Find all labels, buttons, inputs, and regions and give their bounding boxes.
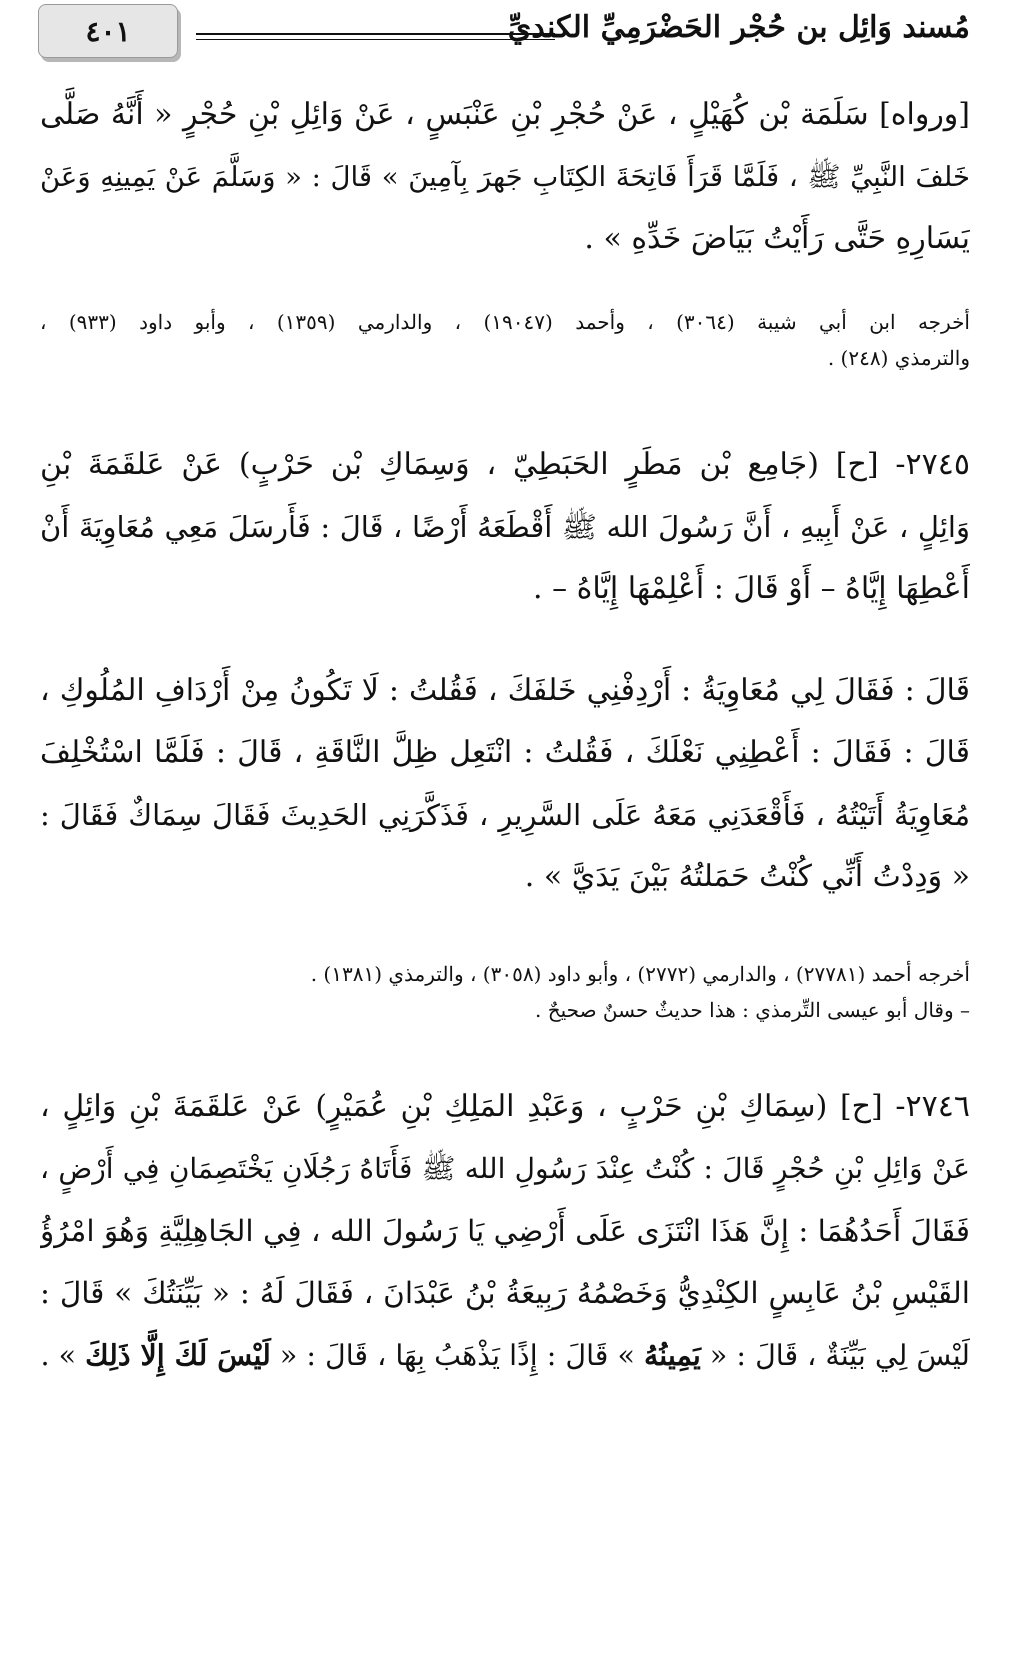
text-line: قَالَ : فَقَالَ : أَعْطِنِي نَعْلَكَ ، فَقُلتُ : انْتَعِل ظِلَّ النَّاقَةِ ، قَالَ : فَلَمَّا اسْتُخْلِفَ	[40, 735, 970, 770]
text-line-last	[40, 1324, 970, 1386]
text-fragment: » قَالَ : إِذًا يَذْهَبُ بِهَا ، قَالَ : «	[270, 1339, 644, 1372]
text-fragment: لَيْسَ لِي بَيِّنَةٌ ، قَالَ : «	[700, 1339, 970, 1372]
page-number: ٤٠١	[38, 4, 178, 58]
text-line: خَلفَ النَّبِيِّ ﷺ ، فَلَمَّا قَرَأَ فَاتِحَةَ الكِتَابِ جَهرَ بِآمِينَ » قَالَ : « وَسَلَّمَ عَنْ يَمِينِهِ وَعَنْ	[40, 161, 970, 193]
emphasized-phrase: يَمِينُهُ	[643, 1338, 701, 1372]
text-line: ٢٧٤٦- [ح] (سِمَاكِ بْنِ حَرْبٍ ، وَعَبْدِ المَلِكِ بْنِ عُمَيْرٍ) عَنْ عَلقَمَةَ بْنِ وَائِلٍ ،	[40, 1089, 970, 1124]
hadith-2745-footnote	[40, 956, 970, 1028]
text-line: وَائِلٍ ، عَنْ أَبِيهِ ، أَنَّ رَسُولَ الله ﷺ أَقْطَعَهُ أَرْضًا ، قَالَ : فَأَرسَلَ مَعِي مُعَاوِيَةَ أَنْ	[40, 510, 970, 544]
text-line: [ورواه] سَلَمَة بْن كُهَيْلٍ ، عَنْ حُجْرِ بْنِ عَنْبَسٍ ، عَنْ وَائِلِ بْنِ حُجْرٍ « أَنَّهُ صَلَّى	[40, 97, 970, 132]
footnote-line: والترمذي (٢٤٨) .	[827, 346, 970, 370]
section-1-text	[40, 84, 970, 270]
text-line: القَيْسِ بْنُ عَابِسٍ الكِنْدِيُّ وَخَصْمُهُ رَبِيعَةُ بْنُ عَبْدَانَ ، فَقَالَ لَهُ : « بَيِّنَتُكَ » قَالَ :	[40, 1276, 970, 1310]
text-line: عَنْ وَائِلِ بْنِ حُجْرٍ قَالَ : كُنْتُ عِنْدَ رَسُولِ الله ﷺ فَأَتَاهُ رَجُلَانِ يَخْتَصِمَانِ فِي أَرْضٍ ،	[40, 1152, 970, 1185]
footnote-line: أخرجه ابن أبي شيبة (٣٠٦٤) ، وأحمد (١٩٠٤٧) ، والدارمي (١٣٥٩) ، وأبو داود (٩٣٣) ،	[40, 310, 970, 334]
footnote-line: – وقال أبو عيسى التِّرمذي : هذا حديثٌ حسنٌ صحيحٌ .	[535, 998, 970, 1022]
text-line: ٢٧٤٥- [ح] (جَامِع بْن مَطَرٍ الحَبَطِيّ ، وَسِمَاكِ بْن حَرْبٍ) عَنْ عَلقَمَةَ بْنِ	[40, 447, 970, 482]
text-line: يَسَارِهِ حَتَّى رَأَيْتُ بَيَاضَ خَدِّهِ » .	[584, 221, 970, 256]
section-1-footnote	[40, 304, 970, 376]
footnote-line: أخرجه أحمد (٢٧٧٨١) ، والدارمي (٢٧٧٢) ، وأبو داود (٣٠٥٨) ، والترمذي (١٣٨١) .	[310, 962, 970, 986]
emphasized-phrase: لَيْسَ لَكَ إِلَّا ذَلِكَ	[85, 1338, 271, 1372]
running-title: مُسند وَائِل بن حُجْر الحَضْرَمِيِّ الكنديِّ	[507, 10, 970, 45]
hadith-2746	[40, 1076, 970, 1386]
header-rule	[196, 33, 555, 40]
text-line: « وَدِدْتُ أَنِّي كُنْتُ حَمَلتُهُ بَيْنَ يَدَيَّ » .	[524, 859, 970, 894]
hadith-2745-continued	[40, 660, 970, 908]
text-line: فَقَالَ أَحَدُهُمَا : إِنَّ هَذَا انْتَزَى عَلَى أَرْضِي يَا رَسُولَ الله ، فِي الجَاهِلِيَّةِ وَهُوَ امْرُؤُ	[40, 1214, 970, 1248]
text-line: قَالَ : فَقَالَ لِي مُعَاوِيَةُ : أَرْدِفْنِي خَلفَكَ ، فَقُلتُ : لَا تَكُونُ مِنْ أَرْدَافِ المُلُوكِ ،	[40, 673, 970, 708]
hadith-2745	[40, 434, 970, 620]
text-line: أَعْطِهَا إِيَّاهُ – أَوْ قَالَ : أَعْلِمْهَا إِيَّاهُ – .	[533, 571, 970, 606]
text-fragment: » .	[40, 1339, 86, 1372]
text-line: مُعَاوِيَةُ أَتَيْتُهُ ، فَأَقْعَدَنِي مَعَهُ عَلَى السَّرِيرِ ، فَذَكَّرَنِي الحَدِيثَ فَقَالَ سِمَاكٌ فَقَالَ :	[40, 798, 970, 832]
